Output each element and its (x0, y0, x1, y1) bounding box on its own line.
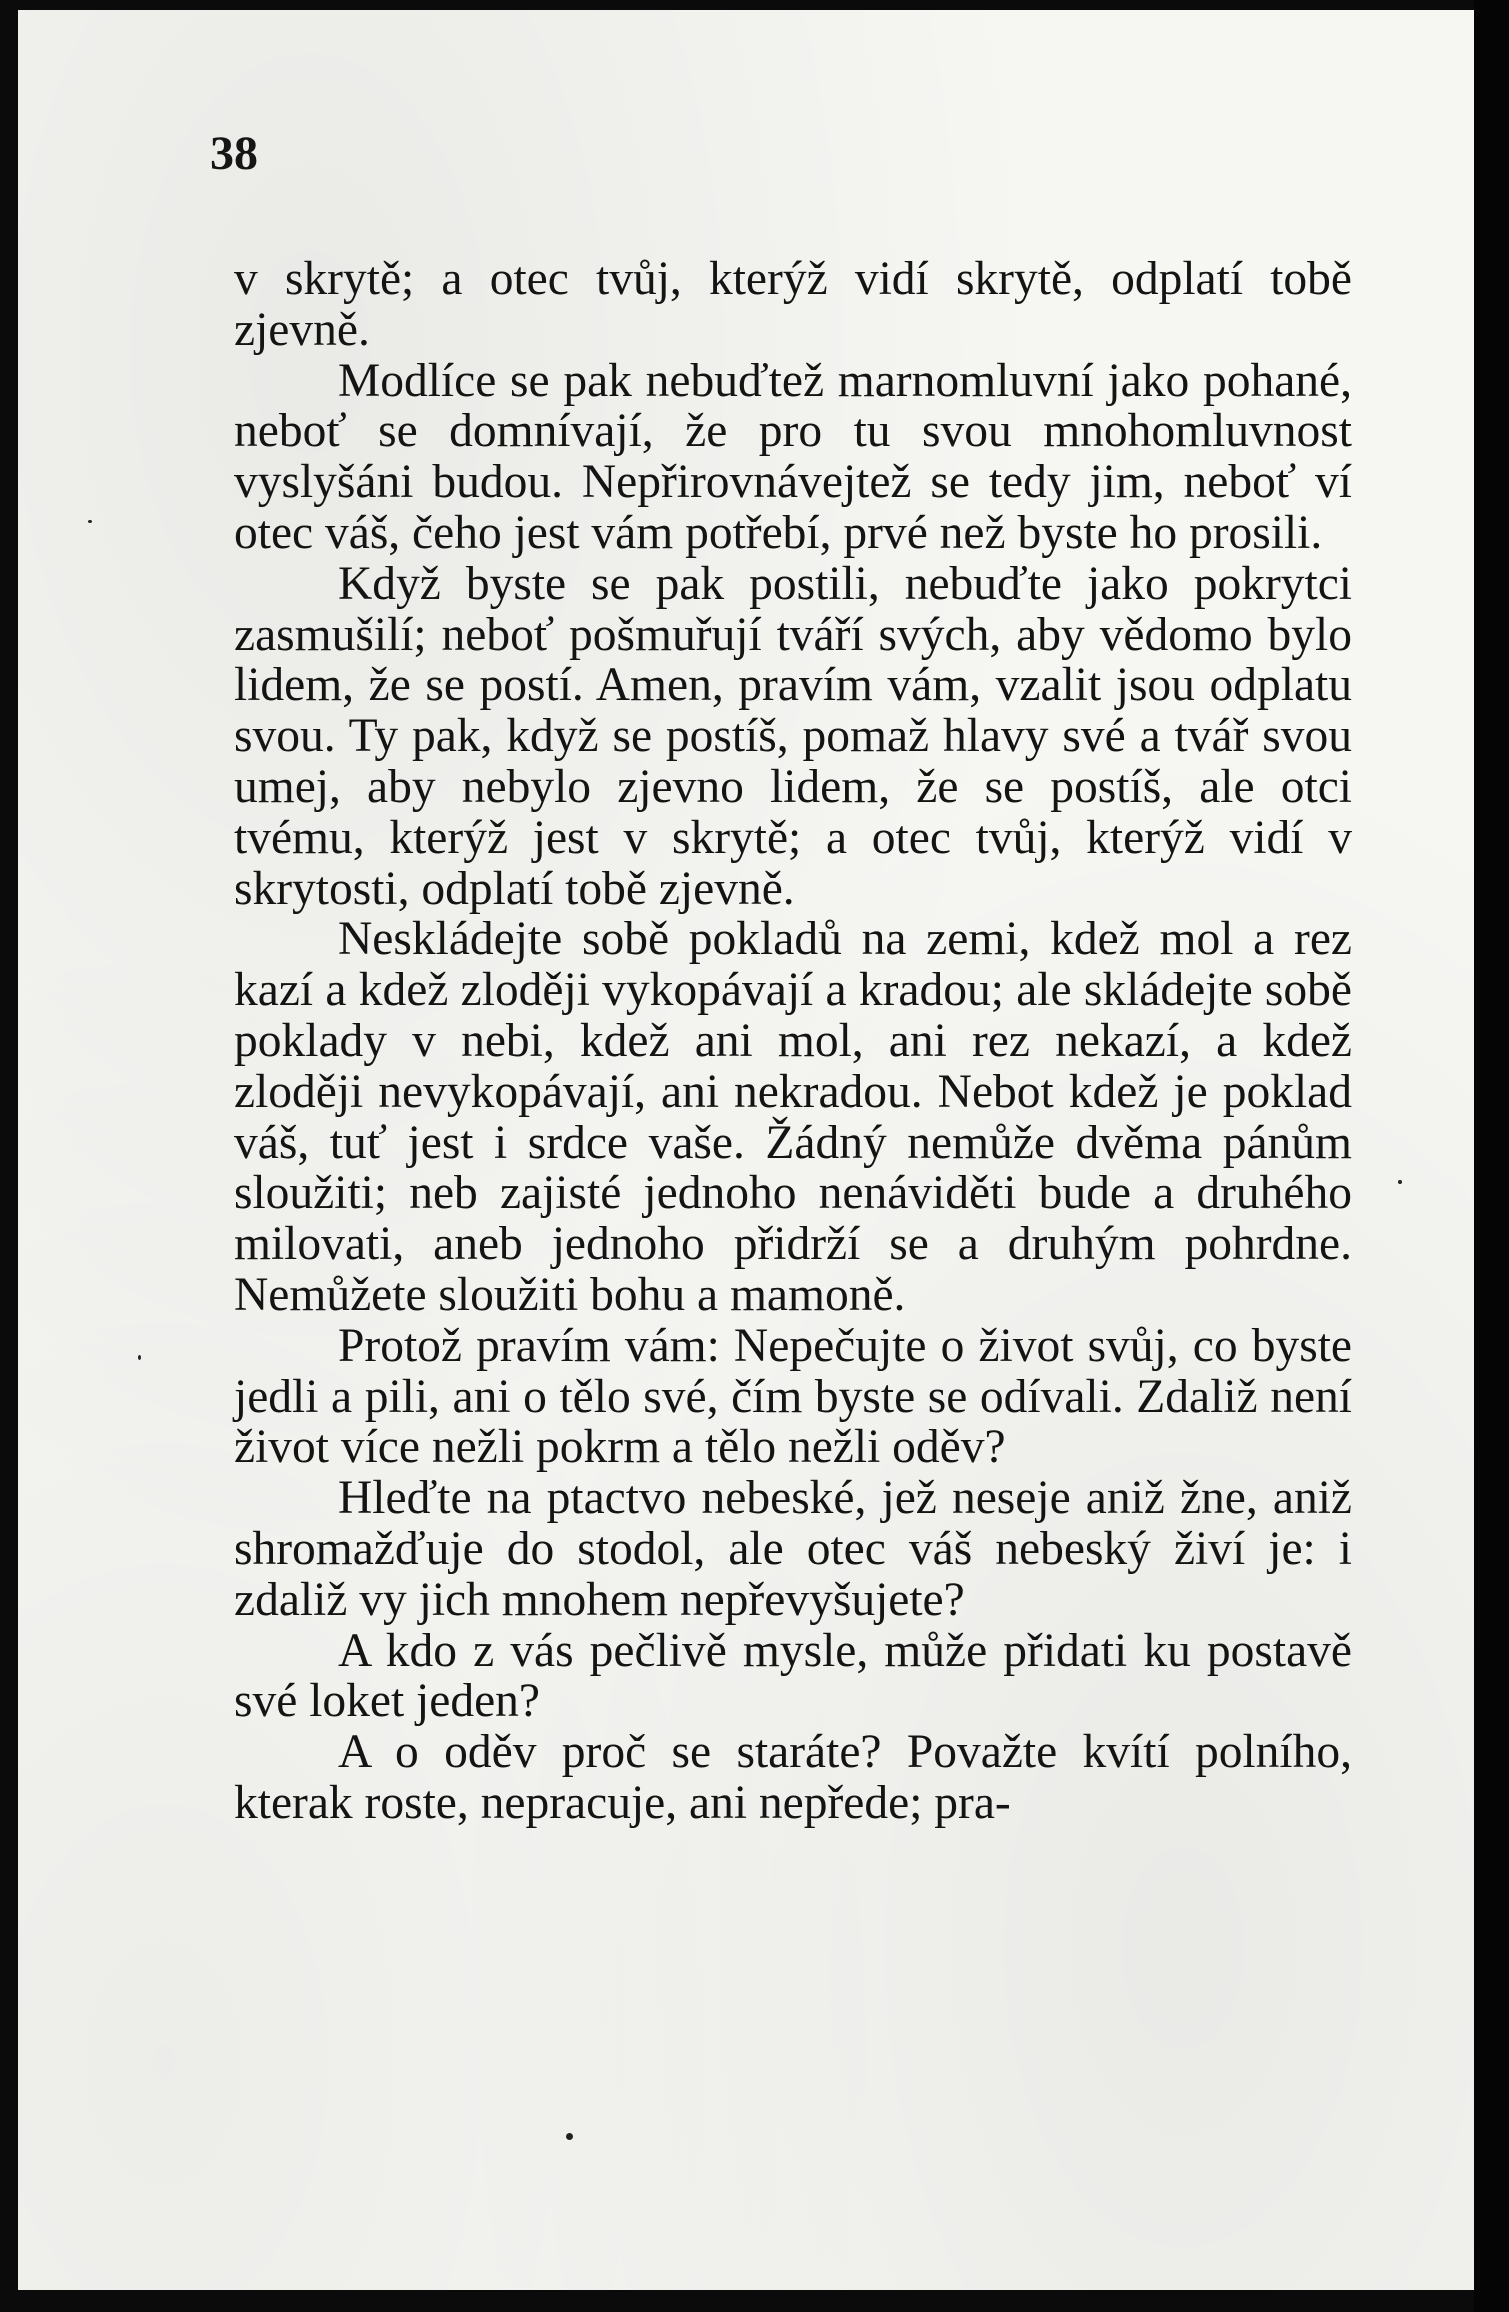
ink-speck (1398, 1180, 1402, 1184)
paragraph: Neskládejte sobě pokladů na zemi, kdež mol a rez kazí a kdež zloději vykopávají a kradou; ale skládejte sobě poklady v nebi, kdež ani mol, ani rez nekazí, a kdež zloději nevykopávají, ani nekradou. Nebot kdež je poklad váš, tuť jest i srdce vaše. Žádný nemůže dvěma pánům sloužiti; neb zajisté jednoho nenáviděti bude a druhého milovati, aneb jednoho přidrží se a druhým pohrdne. Nemůžete sloužiti bohu a mamoně. (234, 913, 1352, 1321)
paragraph: Hleďte na ptactvo nebeské, jež neseje aniž žne, aniž shromažďuje do stodol, ale otec váš nebeský živí je: i zdaliž vy jich mnohem nepřevyšujete? (234, 1472, 1352, 1626)
ink-speck (88, 520, 92, 523)
paragraph: Když byste se pak postili, nebuďte jako pokrytci zasmušilí; neboť pošmuřují tváří svých, aby vědomo bylo lidem, že se postí. Amen, pravím vám, vzalit jsou odplatu svou. Ty pak, když se postíš, pomaž hlavy své a tvář svou umej, aby nebylo zjevno lidem, že se postíš, ale otci tvému, kterýž jest v skrytě; a otec tvůj, kterýž vidí v skrytosti, odplatí tobě zjevně. (234, 557, 1352, 915)
paragraph: Modlíce se pak nebuďtež marnomluvní jako pohané, neboť se domnívají, že pro tu svou mnohomluvnost vyslyšáni budou. Nepřirovnávejtež se tedy jim, neboť ví otec váš, čeho jest vám potřebí, prvé než byste ho prosili. (234, 354, 1352, 559)
paragraph: A kdo z vás pečlivě mysle, může přidati ku postavě své loket jeden? (234, 1624, 1352, 1728)
body-text (234, 254, 1352, 1829)
page-number: 38 (210, 127, 258, 180)
ink-speck (566, 2133, 573, 2140)
ink-speck (138, 1355, 141, 1360)
paragraph: v skrytě; a otec tvůj, kterýž vidí skrytě, odplatí tobě zjevně. (234, 253, 1352, 356)
paragraph: A o oděv proč se staráte? Považte kvítí polního, kterak roste, nepracuje, ani nepřede; pra- (234, 1726, 1352, 1829)
paragraph: Protož pravím vám: Nepečujte o život svůj, co byste jedli a pili, ani o tělo své, čím byste se odívali. Zdaliž není život více nežli pokrm a tělo nežli oděv? (234, 1319, 1352, 1474)
page-edge-shadow (1474, 0, 1509, 2312)
